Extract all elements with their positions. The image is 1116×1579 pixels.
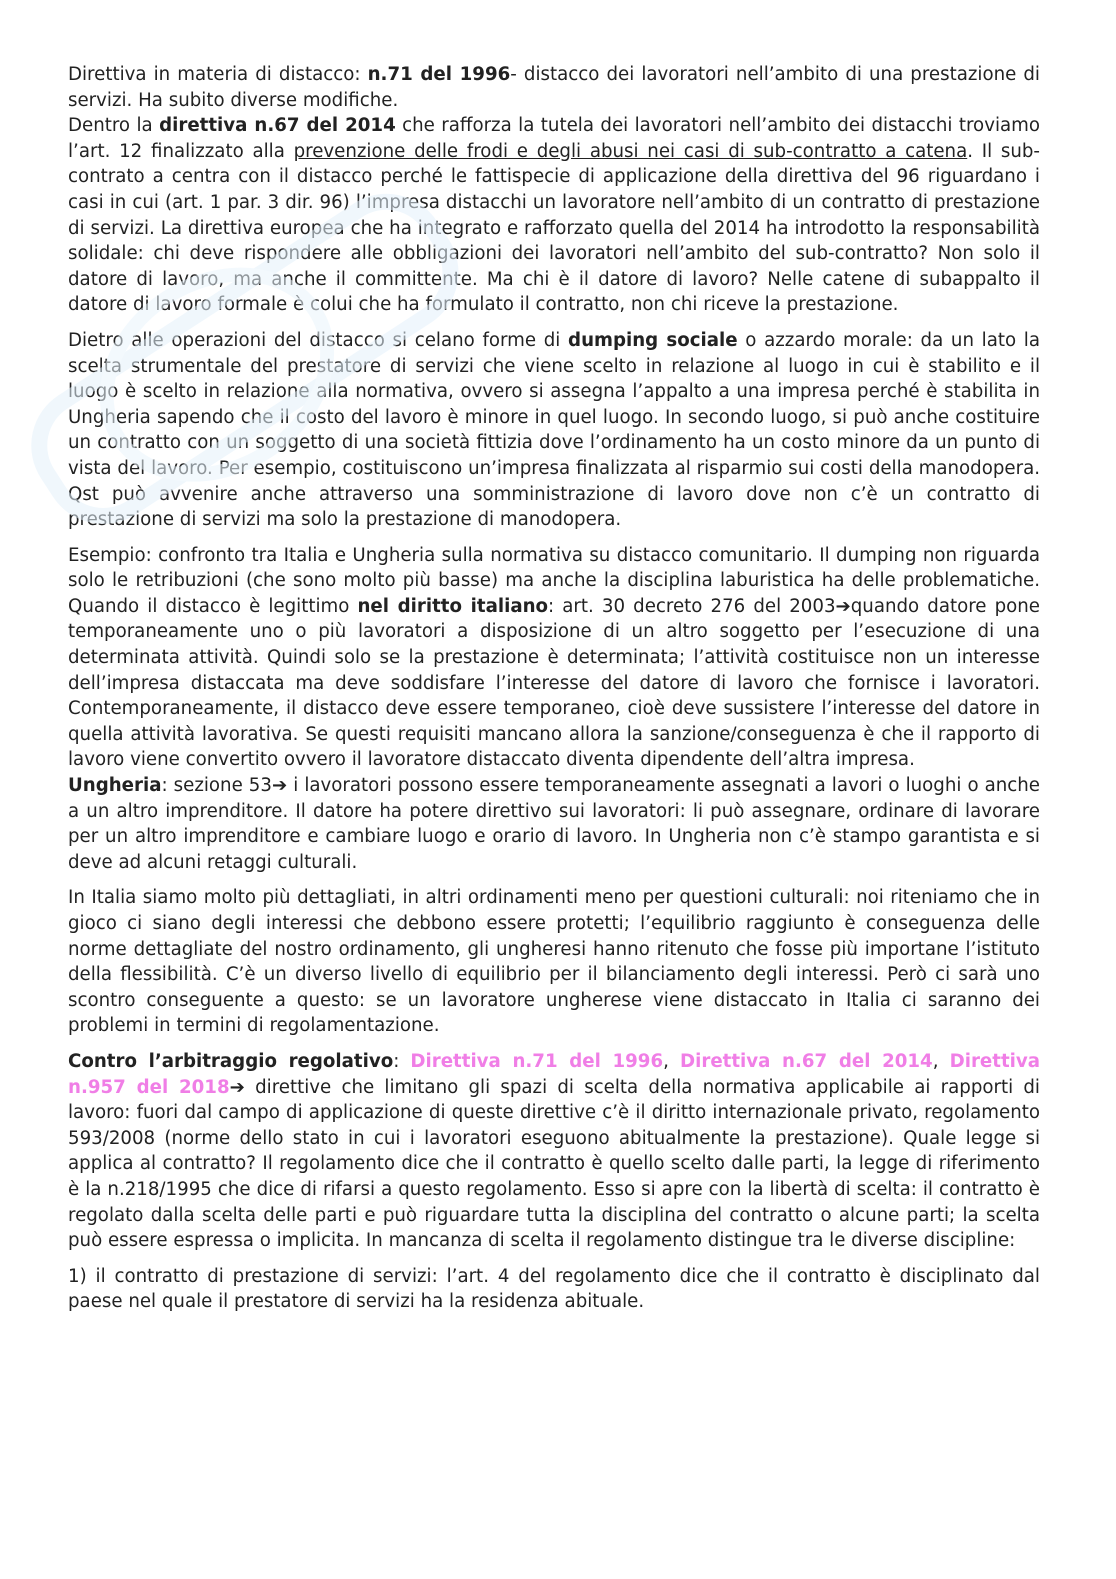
text-run: 1) il contratto di prestazione di servizi: l’art. 4 del regolamento dice che il contratto è disciplinato dal paese nel quale il prestatore di servizi ha la residenza abituale. — [68, 1265, 1040, 1313]
text-run: i lavoratori possono essere temporaneamente assegnati a lavori o luoghi o anche a un altro imprenditore. Il datore ha potere direttivo sui lavoratori: li può assegnare, ordinare di lavorare per un altro imprenditore e cambiare luogo e orario di lavoro. In Ungheria non c’è stampo garantista e si deve ad alcuni retaggi culturali. — [68, 775, 1040, 873]
text-run: - distacco dei lavoratori nell’ambito di una prestazione di servizi. Ha subito diverse modifiche. — [68, 64, 1040, 111]
text-run: In Italia siamo molto più dettagliati, in altri ordinamenti meno per questioni culturali: noi riteniamo che in gioco ci siano degli interessi che debbono essere protetti; l’equilibrio raggiunto è conseguenza delle norme dettagliate del nostro ordinamento, gli ungheresi hanno ritenuto che fosse più importane l’istituto della flessibilità. C’è un diverso livello di equilibrio per il bilanciamento degli interessi. Però ci sarà uno scontro conseguente a questo: se un lavoratore ungherese viene distaccato in Italia ci saranno dei problemi in termini di regolamentazione. — [68, 887, 1040, 1037]
text-run: : — [393, 1050, 411, 1072]
paragraph — [68, 328, 1040, 533]
arrow-icon: ➔ — [835, 595, 851, 617]
text-run: o azzardo morale: da un lato la scelta strumentale del prestatore di servizi che viene scelto in relazione al luogo in cui è stabilito e il luogo è scelto in relazione alla normativa, ovvero si assegna l’appalto a una impresa perché è stabilita in Ungheria sapendo che il costo del lavoro è minore in quel luogo. In secondo luogo, si può anche costituire un contratto con un soggetto di una società fittizia dove l’ordinamento ha un costo minore da un punto di vista del lavoro. Per esempio, costituiscono un’impresa finalizzata al risparmio sui costi della manodopera. Qst può avvenire anche attraverso una somministrazione di lavoro dove non c’è un contratto di prestazione di servizi ma solo la prestazione di manodopera. — [68, 329, 1041, 531]
paragraph — [68, 543, 1040, 773]
paragraph — [68, 773, 1040, 875]
text-run: : sezione 53 — [161, 775, 272, 797]
text-run: Dentro la — [68, 115, 160, 137]
arrow-icon: ➔ — [229, 1076, 245, 1098]
paragraph — [68, 62, 1040, 113]
paragraph — [68, 113, 1040, 318]
underlined-text: prevenzione delle frodi e degli abusi nei casi di sub-contratto a catena — [293, 140, 968, 162]
text-run: quando datore pone temporaneamente uno o più lavoratori a disposizione di un altro soggetto per l’esecuzione di una determinata attività. Quindi solo se la prestazione è determinata; l’attività costituisce non un interesse dell’impresa distaccata ma deve soddisfare l’interesse del datore di lavoro che fornisce i lavoratori. Contemporaneamente, il distacco deve essere temporaneo, cioè deve sussistere l’interesse del datore in quella attività lavorativa. Se questi requisiti mancano allora la sanzione/conseguenza è che il rapporto di lavoro viene convertito ovvero il lavoratore distaccato diventa dipendente dell’altra impresa. — [68, 595, 1040, 771]
text-run: . Il sub-contrato a centra con il distacco perché le fattispecie di applicazione della direttiva del 96 riguardano i casi in cui (art. 1 par. 3 dir. 96) l’impresa distacchi un lavoratore nell’ambito di un contratto di prestazione di servizi. La direttiva europea che ha integrato e rafforzato quella del 2014 ha introdotto la responsabilità solidale: chi deve rispondere alle obbligazioni dei lavoratori nell’ambito del sub-contratto? Non solo il datore di lavoro, ma anche il committente. Ma chi è il datore di lavoro? Nelle catene di subappalto il datore di lavoro formale è colui che ha formulato il contratto, non chi riceve la prestazione. — [68, 140, 1040, 316]
paragraph — [68, 1049, 1040, 1254]
text-run: , — [932, 1050, 950, 1072]
text-run: Esempio: confronto tra Italia e Ungheria sulla normativa su distacco comunitario. Il dumping non riguarda solo le retribuzioni (che sono molto più basse) ma anche la disciplina laburistica ha delle problematiche. Quando il distacco è legittimo — [68, 544, 1040, 617]
bold-text: dumping sociale — [568, 329, 738, 351]
text-run: che rafforza la tutela dei lavoratori nell’ambito dei distacchi troviamo l’art. 12 finalizzato alla — [68, 115, 1040, 162]
text-run: : art. 30 decreto 276 del 2003 — [548, 595, 836, 617]
bold-text: nel diritto italiano — [357, 595, 549, 617]
bold-text: Ungheria — [68, 775, 162, 797]
highlighted-reference: Direttiva n.67 del 2014 — [680, 1050, 933, 1072]
arrow-icon: ➔ — [271, 775, 288, 797]
bold-text: n.71 del 1996 — [367, 64, 511, 85]
text-run: Direttiva in materia di distacco: — [68, 64, 368, 85]
highlighted-reference: Direttiva n.957 del 2018 — [68, 1050, 1040, 1098]
paragraph — [68, 1264, 1040, 1315]
text-run: Dietro alle operazioni del distacco si celano forme di — [68, 329, 569, 351]
text-run: , — [663, 1050, 681, 1072]
highlighted-reference: Direttiva n.71 del 1996 — [410, 1050, 664, 1072]
bold-text: Contro l’arbitraggio regolativo — [68, 1050, 394, 1072]
text-run: direttive che limitano gli spazi di scelta della normativa applicabile ai rapporti di lavoro: fuori dal campo di applicazione di queste direttive c’è il diritto internazionale privato, regolamento 593/2008 (norme dello stato in cui i lavoratori eseguono abitualmente la prestazione). Quale legge si applica al contratto? Il regolamento dice che il contratto è quello scelto dalle parti, la legge di riferimento è la n.218/1995 che dice di rifarsi a questo regolamento. Esso si apre con la libertà di scelta: il contratto è regolato dalla scelta delle parti e può riguardare tutta la disciplina del contratto o alcune parti; la scelta può essere espressa o implicita. In mancanza di scelta il regolamento distingue tra le diverse discipline: — [68, 1076, 1040, 1252]
paragraph — [68, 885, 1040, 1039]
document-body — [68, 62, 1040, 1315]
bold-text: direttiva n.67 del 2014 — [159, 115, 396, 137]
